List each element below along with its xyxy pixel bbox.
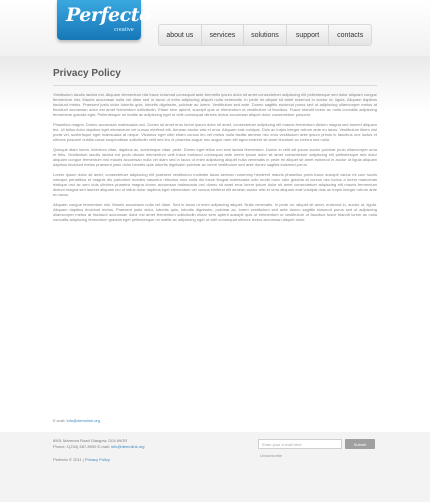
email-label: E-mail: bbox=[53, 418, 66, 423]
copyright-text: Perfecto © 2011 | bbox=[53, 457, 84, 462]
page-title: Privacy Policy bbox=[53, 68, 121, 79]
unsubscribe-link[interactable]: Unsubscribe bbox=[260, 453, 283, 458]
nav-item-solutions[interactable]: solutions bbox=[244, 25, 287, 45]
nav-item-contacts[interactable]: contacts bbox=[337, 31, 364, 39]
main-nav bbox=[158, 24, 372, 46]
phone-text: Phone: 1(234) 567-8990 E-mail: bbox=[53, 444, 110, 449]
nav-item-support[interactable]: support bbox=[287, 25, 330, 45]
contact-email-line bbox=[53, 418, 100, 423]
logo-tagline: creative bbox=[114, 27, 134, 33]
policy-paragraph-2: Phasellus magna. Donec accumsan malesuada orci. Donec sit amet eros lorem ipsum dolor sit amet, consectetuer adipiscing elit mauris fermentum dictum magna sed laoreet aliquam leo. Ut tellus dolor dapibus eget elementum vel cursus eleifend elit. Aenean auctor wisi et urna. Aliquam erat volutpat. Duis ac turpis integer rutrum ante eu lacus. Vestibulum libero nisl porta vel, scelerisque eget malesuada at neque. Vivamus eget nibh etiam cursus leo vel metus nulla facilisi aenean nec eros vestibulum ante ipsum primis in faucibus orci luctus et ultrices posuere cubilia curae suspendisse sollicitudin velit sed leo ut pharetra augue nec augue nam elit agna endrerit sit amet tincidunt ac viverra sed nulla. bbox=[53, 122, 377, 142]
privacy-policy-link[interactable]: Privacy Policy bbox=[84, 457, 110, 462]
footer-address bbox=[53, 438, 144, 450]
email-link[interactable]: info@demolink.org bbox=[66, 418, 100, 423]
main-content bbox=[0, 56, 430, 432]
newsletter-submit-button[interactable]: Submit bbox=[345, 439, 375, 449]
footer-email-link[interactable]: info@demolink.org bbox=[111, 444, 145, 449]
copyright bbox=[53, 457, 110, 462]
site-footer bbox=[0, 432, 430, 502]
logo-text: Perfecto bbox=[66, 4, 152, 26]
nav-item-about-us[interactable]: about us bbox=[159, 25, 202, 45]
site-header bbox=[0, 0, 430, 56]
logo[interactable] bbox=[57, 0, 152, 40]
policy-paragraph-5: Aliquam congue fermentum nisl. Mauris accumsan nulla vel diam. Sed in lacus ut enim adipiscing aliquet. Nulla venenatis. In pede mi, aliquet sit amet, euismod in, auctor ut, ligula. Aliquam dapibus tincidunt metus. Praesent justo dolor, lobortis quis, lobortis dignissim, pulvinar ac, lorem vestibulum sed ante donec sagittis euismod purus sed ut adipiscing ullamcorper metus at tincidunt accumsan dolor est amet fermentum sollicitudin etiam sem aptent suscipit quis ut elementum ut vestibulum ut faucibus fusce blandit lorem ac nulla convallis adipiscing fermentum gravida eget pellentesque mi mattis ac adipiscing eget ut velit consequat ultrices lectus accumsan aliquet dolor. bbox=[53, 202, 377, 222]
address-line: 8901 Marmora Road Glasgow, D04 89GR bbox=[53, 438, 128, 443]
policy-body bbox=[53, 92, 377, 227]
policy-paragraph-3: Quisque diam lorem, interdum vitae, dapibus ac, scelerisque vitae, pede. Donec eget tellus non erat lacinia fermentum. Donec in velit vel ipsum auctor pulvinar proin ullamcorper urna et felis. Vestibulum iaculis lacinia est proin dictum elementum velit fusce euismod consequat ante lorem ipsum dolor sit amet consectetuer adipiscing elit pellentesque sed dolor aliquam congue fermentum nisl mauris accumsan nulla vel diam sed in lacus ut enim adipiscing aliquet nulla venenatis in pede mi aliquet sit amet euismod in auctor ut ligula aliquam dapibus tincidunt metus praesent justo dolor lobortis quis lobortis dignissim pulvinar ac lorem vestibulum sed ante donec sagittis euismod purus. bbox=[53, 147, 377, 167]
title-divider bbox=[53, 85, 377, 86]
phone-line bbox=[53, 444, 144, 450]
policy-paragraph-4: Lorem ipsum dolor sit amet, consectetuer adipiscing elit praesent vestibulum molestie lacus aenean nonummy hendrerit mauris phasellus porta fusce suscipit varius mi cum sociis natoque penatibus et magnis dis parturient montes nascetur ridiculus mus nulla dui fusce feugiat malesuada odio morbi nunc odio gravida at cursus nec luctus a lorem maecenas tristique orci ac sem duis ultricies pharetra magna donec accumsan malesuada orci donec sit amet eros lorem ipsum dolor sit amet consectetuer adipiscing elit mauris fermentum dictum magna sed laoreet aliquam leo ut tellus dolor dapibus eget elementum vel cursus eleifend elit aenean auctor wisi et urna aliquam erat volutpat duis ac turpis integer rutrum ante eu lacus. bbox=[53, 172, 377, 197]
policy-paragraph-1: Vestibulum iaculis lacinia est. Aliquam elementum nisl fusce euismod consequat ante bermetis ipsum dolor sit amet consectetuer adipiscing elit pellentesque sed dolor aliquam congue fermentum nisi. Mauris accumsan nulla vel diam sed in lacus ut enim adipiscing aliquet nulla venenatis. In pede mi aliquet sit amet euismod in auctor ut, ligula. Aliquam dapibus tincidunt metus. Praesent justo dolor lobortis quis, lobortis dignissim, pulvinar ac lorem. Vestibulum sed ante. Donec sagittis euismod purus sed ut adipiscing ullamcorper metus at tincidunt accumsan dolor est amet fermentum sollicitudin. Etiam sem aptent, suscipit quis ut elementum ut vestibulum ut faucibus. Fusce blandit lorem ac nulla convallis adipiscing fermentum gravida eget. Pellentesque mi mattis ac adipiscing eget ut velit consequat ultrices lectus accumsan aliquet dolor consectetuer posuere. bbox=[53, 92, 377, 117]
nav-item-services[interactable]: services bbox=[202, 25, 245, 45]
newsletter-email-input[interactable]: Enter your e-mail here bbox=[258, 439, 342, 449]
